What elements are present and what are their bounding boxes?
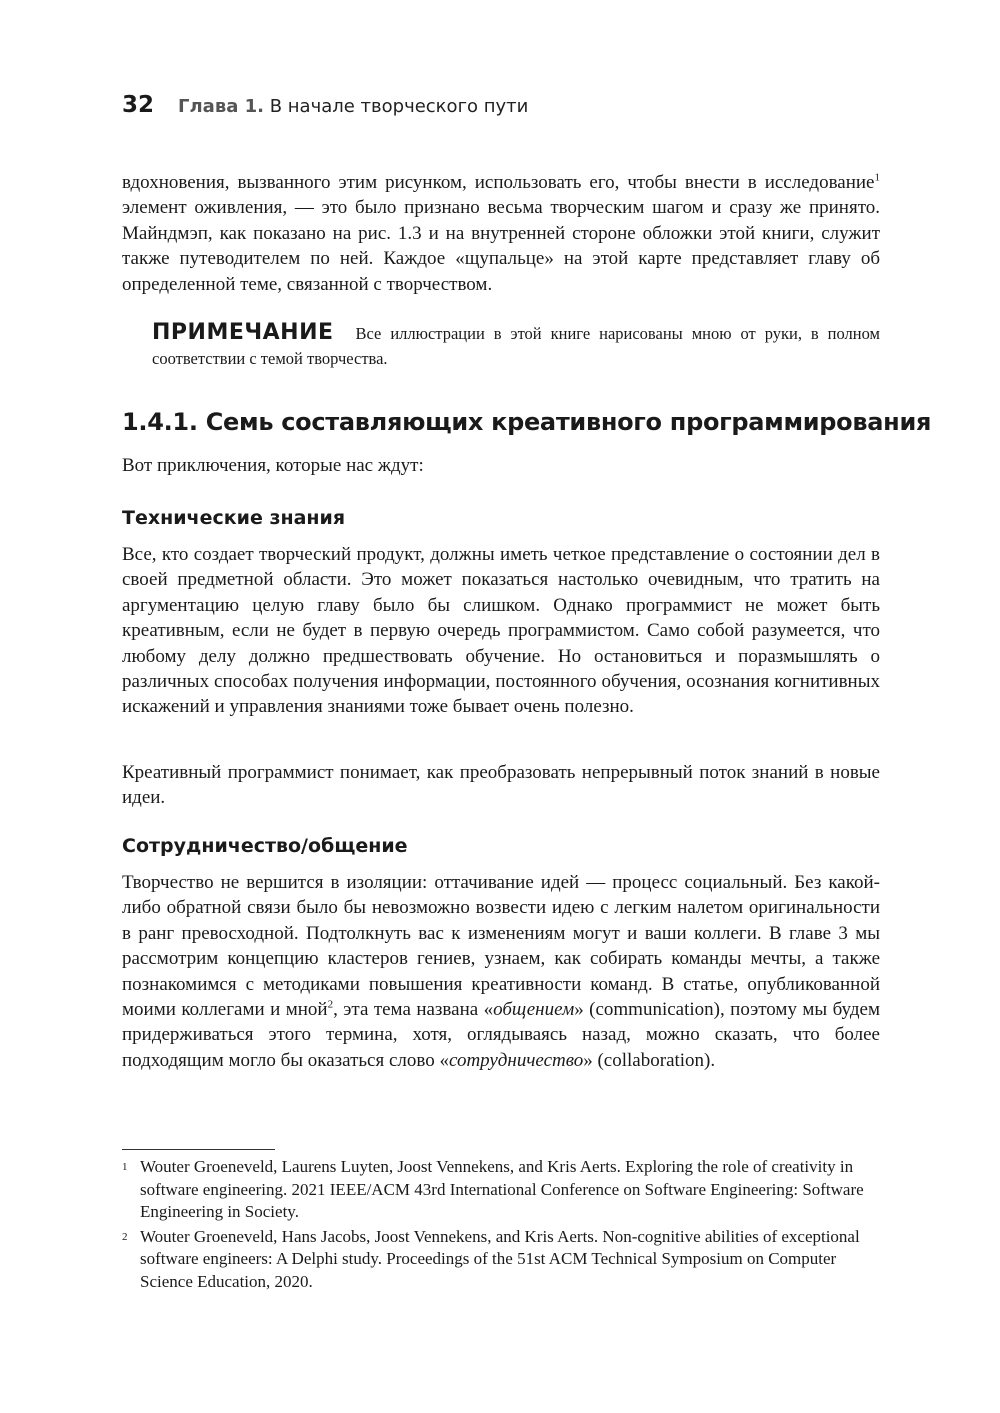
footnote-1: [122, 1156, 880, 1224]
footnote-divider: [122, 1149, 275, 1150]
chapter-label: Глава 1.: [178, 96, 264, 117]
footnote-text: Wouter Groeneveld, Hans Jacobs, Joost Vennekens, and Kris Aerts. Non-cognitive abilities of exceptional software engineers: A Delphi study. Proceedings of the 51st ACM Technical Symposium on Computer Science Education, 2020.: [140, 1226, 860, 1291]
section-lead: Вот приключения, которые нас ждут:: [122, 455, 424, 476]
intro-paragraph: [122, 170, 880, 297]
intro-text-1: вдохновения, вызванного этим рисунком, использовать его, чтобы внести в исследование: [122, 172, 875, 193]
footnote-mark: 2: [122, 1230, 128, 1243]
tech-paragraph-2: Креативный программист понимает, как преобразовать непрерывный поток знаний в новые идеи.: [122, 762, 880, 809]
tech-paragraph-1: Все, кто создает творческий продукт, должны иметь четкое представление о состоянии дел в своей предметной области. Это может показаться настолько очевидным, что тратить на аргументацию целую главу было бы слишком. Однако программист не может быть креативным, если не будет в первую очередь программистом. Само собой разумеется, что любому делу должно предшествовать обучение. Но остановиться и поразмышлять о различных способах получения информации, постоянного обучения, осознания когнитивных искажений и управления знаниями тоже бывает очень полезно.: [122, 544, 880, 718]
intro-text-2: элемент оживления, — это было признано весьма творческим шагом и сразу же принято. Майндмэп, как показано на рис. 1.3 и на внутренней стороне обложки этой книги, служит также путеводителем по ней. Каждое «щупальце» на этой карте представляет главу об определенной теме, связанной с творчеством.: [122, 197, 880, 295]
chapter-title: В начале творческого пути: [263, 96, 529, 117]
term-communication: общением: [493, 999, 575, 1021]
footnote-text: Wouter Groeneveld, Laurens Luyten, Joost Vennekens, and Kris Aerts. Exploring the role of creativity in software engineering. 2021 IEEE/ACM 43rd International Conference on Software Engineering: Software Engineering in Society.: [140, 1157, 864, 1221]
note-label: ПРИМЕЧАНИЕ: [152, 320, 334, 345]
section-heading: 1.4.1. Семь составляющих креативного программирования: [122, 408, 932, 436]
note-text: Все иллюстрации в этой книге нарисованы мною от руки, в полном соответствии с темой творчества.: [152, 324, 880, 368]
footnote-mark: 1: [122, 1161, 128, 1173]
note-box: [152, 320, 880, 371]
collab-text-4: » (collaboration).: [583, 1049, 716, 1071]
subheading-tech-knowledge: Технические знания: [122, 507, 346, 529]
collaboration-paragraph: [122, 870, 880, 1073]
footnote-ref-1[interactable]: 1: [874, 171, 880, 184]
term-collaboration: сотрудничество: [448, 1049, 584, 1071]
collab-text-2: , эта тема названа «: [333, 999, 494, 1021]
page-number: 32: [122, 92, 155, 118]
footnote-ref-2[interactable]: 2: [327, 998, 334, 1011]
collab-text-3: » (communication), поэтому мы будем придерживаться этого термина, хотя, оглядываясь назад, можно сказать, что более подходящим могло бы оказаться слово «: [122, 999, 880, 1071]
footnotes: [122, 1156, 880, 1295]
subheading-collaboration: Сотрудничество/общение: [122, 835, 408, 857]
running-header: [122, 92, 528, 118]
footnote-2: [122, 1226, 880, 1294]
collab-text-1: Творчество не вершится в изоляции: оттачивание идей — процесс социальный. Без какой-либо обратной связи было бы невозможно возвести идею с легким налетом оригинальности в ранг превосходной. Подтолкнуть вас к изменениям могут и ваши коллеги. В главе 3 мы рассмотрим концепцию кластеров гениев, узнаем, как собирать команды мечты, а также познакомимся с методиками повышения креативности команд. В статье, опубликованной моими коллегами и мной: [122, 872, 880, 1021]
